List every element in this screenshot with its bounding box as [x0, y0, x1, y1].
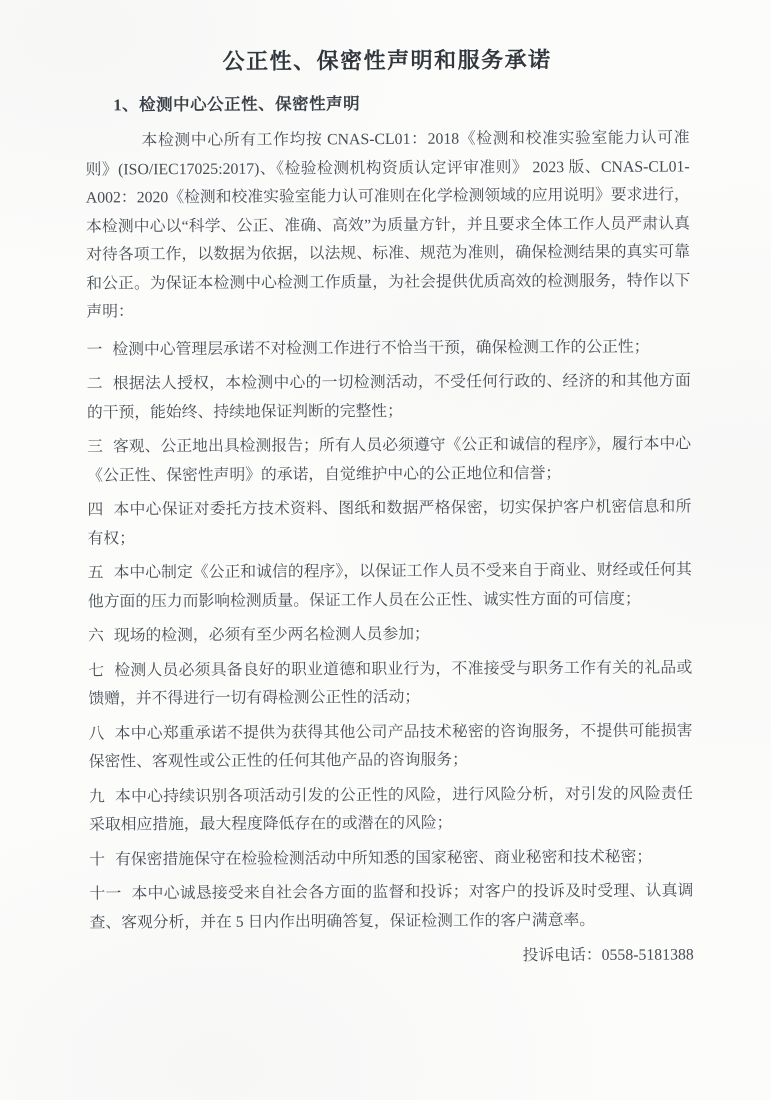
statement-text: 本中心制定《公正和诚信的程序》，以保证工作人员不受来自于商业、财经或任何其他方面的压力而影响检测质量。保证工作人员在公正性、诚实性方面的可信度； [87, 561, 692, 611]
statement-item [89, 717, 693, 777]
statement-text: 根据法人授权，本检测中心的一切检测活动，不受任何行政的、经济的和其他方面的干预，能始终、持续地保证判断的完整性； [86, 372, 691, 422]
statements-list [87, 333, 694, 938]
statement-text: 检测中心管理层承诺不对检测工作进行不恰当干预，确保检测工作的公正性； [112, 338, 650, 358]
statement-item [89, 843, 693, 875]
statement-text: 本中心诚恳接受来自社会各方面的监督和投诉；对客户的投诉及时受理、认真调查、客观分析，并在 5 日内作出明确答复，保证检测工作的客户满意率。 [89, 882, 694, 932]
complaint-phone-line [90, 941, 694, 973]
statement-number: 十一 [89, 885, 122, 903]
statement-item [89, 877, 693, 937]
phone-label: 投诉电话： [522, 946, 602, 965]
statement-text: 检测人员必须具备良好的职业道德和职业行为，不准接受与职务工作有关的礼品或馈赠，并不得进行一切有碍检测公正性的活动； [88, 658, 693, 708]
statement-item [88, 556, 692, 616]
statement-text: 客观、公正地出具检测报告；所有人员必须遵守《公正和诚信的程序》，履行本中心《公正性、保密性声明》的承诺，自觉维护中心的公正地位和信誉； [87, 435, 692, 485]
statement-number: 二 [86, 375, 103, 393]
statement-item [88, 619, 692, 651]
statement-number: 八 [88, 724, 105, 743]
statement-number: 七 [88, 661, 105, 680]
phone-number: 0558-5181388 [601, 946, 694, 964]
statement-item [87, 493, 691, 553]
statement-item [87, 430, 691, 490]
statement-text: 本中心郑重承诺不提供为获得其他公司产品技术秘密的咨询服务，不提供可能损害保密性、客观性或公正性的任何其他产品的咨询服务； [88, 721, 693, 771]
statement-text: 本中心持续识别各项活动引发的公正性的风险，进行风险分析，对引发的风险责任采取相应措施，最大程度降低存在的或潜在的风险； [89, 784, 693, 834]
statement-number: 九 [88, 787, 106, 806]
document-content [85, 44, 694, 973]
statement-text: 有保密措施保守在检验检测活动中所知悉的国家秘密、商业秘密和技术秘密； [115, 848, 653, 868]
statement-item [87, 333, 691, 365]
statement-item [89, 780, 693, 840]
statement-text: 现场的检测，必须有至少两名检测人员参加； [113, 625, 430, 645]
statement-item [88, 654, 692, 714]
statement-number: 十 [89, 850, 106, 869]
statement-number: 三 [87, 438, 103, 456]
statement-item [87, 367, 691, 427]
section-heading: 1、检测中心公正性、保密性声明 [113, 94, 361, 115]
statement-number: 一 [86, 340, 103, 359]
statement-number: 四 [87, 501, 104, 519]
document-title: 公正性、保密性声明和服务承诺 [222, 47, 552, 74]
statement-number: 五 [87, 564, 104, 582]
intro-paragraph: 本检测中心所有工作均按 CNAS-CL01：2018《检测和校准实验室能力认可准则》(ISO/IEC17025:2017)、《检验检测机构资质认定评审准则》 2023 版、CNAS-CL01-A002：2020《检测和校准实验室能力认可准则在化学检测领域的应用说明》要求进行，本检测中心以“科学、公正、准确、高效”为质量方针，并且要求全体工作人员严肃认真对待各项工作，以数据为依据，以法规、标准、规范为准则，确保检测结果的真实可靠和公正。为保证本检测中心检测工作质量，为社会提供优质高效的检测服务，特作以下声明： [85, 129, 691, 321]
statement-number: 六 [88, 627, 104, 645]
statement-text: 本中心保证对委托方技术资料、图纸和数据严格保密，切实保护客户机密信息和所有权； [87, 498, 692, 548]
